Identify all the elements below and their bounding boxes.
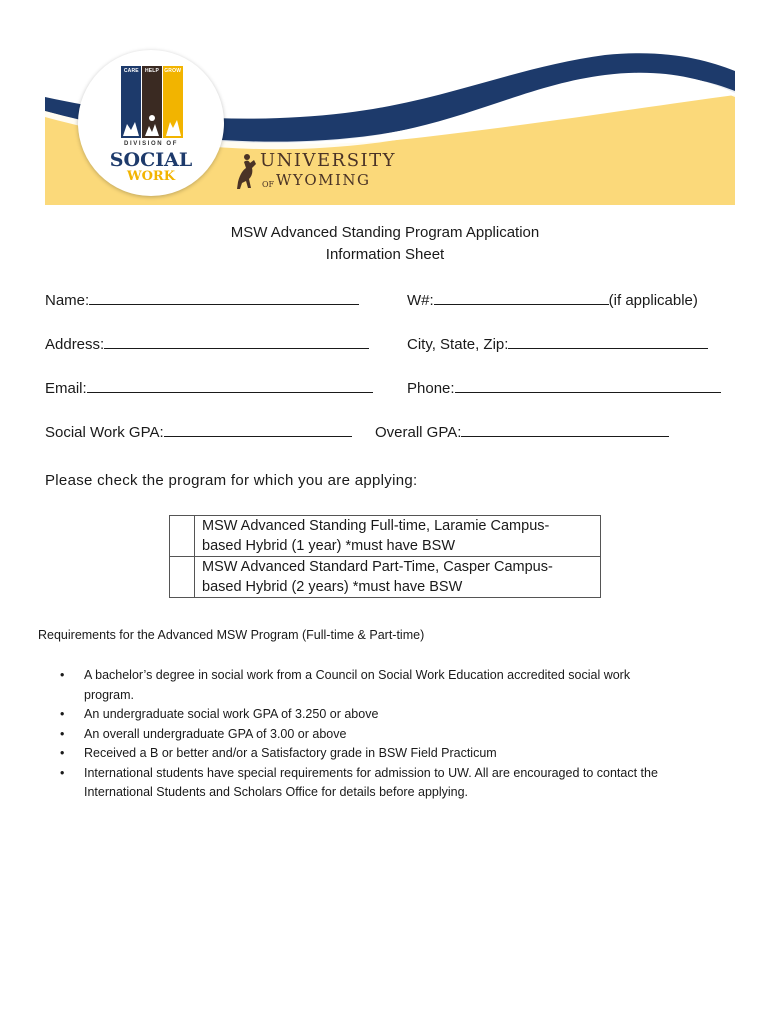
bullet-icon: • bbox=[60, 765, 65, 780]
overall-gpa-field[interactable] bbox=[375, 422, 669, 441]
program-row-full-time bbox=[170, 516, 601, 557]
program-checkbox-full-time[interactable] bbox=[170, 516, 195, 557]
email-label: Email: bbox=[45, 380, 87, 397]
requirement-item bbox=[60, 666, 740, 705]
w-number-label: W#: bbox=[407, 292, 434, 309]
program-part-time-line2: based Hybrid (2 years) *must have BSW bbox=[202, 579, 463, 595]
bullet-icon: • bbox=[60, 726, 65, 741]
program-description-full-time bbox=[195, 516, 601, 557]
requirement-text-line2: International Students and Scholars Office for details before applying. bbox=[84, 785, 469, 799]
overall-gpa-label: Overall GPA: bbox=[375, 424, 462, 441]
requirement-text-line1: A bachelor’s degree in social work from a Council on Social Work Education accredited social work bbox=[84, 668, 631, 682]
requirement-text-line2: program. bbox=[84, 687, 135, 702]
city-state-zip-label: City, State, Zip: bbox=[407, 336, 509, 353]
bullet-icon: • bbox=[60, 668, 65, 682]
requirements-list bbox=[60, 666, 740, 803]
phone-label: Phone: bbox=[407, 380, 455, 397]
logo-work-text: WORK bbox=[126, 169, 176, 184]
bucking-horse-icon bbox=[234, 152, 258, 190]
logo-tagline-help: HELP bbox=[144, 68, 160, 74]
care-help-grow-icon bbox=[121, 66, 183, 138]
w-number-input-line[interactable] bbox=[434, 290, 609, 305]
logo-tagline bbox=[121, 68, 183, 74]
name-field[interactable] bbox=[45, 290, 359, 309]
address-input-line[interactable] bbox=[104, 334, 369, 349]
program-description-part-time bbox=[195, 557, 601, 598]
w-number-note: (if applicable) bbox=[608, 292, 698, 309]
name-label: Name: bbox=[45, 292, 90, 309]
requirement-item bbox=[60, 705, 740, 725]
form-title: MSW Advanced Standing Program Application bbox=[230, 224, 540, 241]
logo-tagline-grow: GROW bbox=[164, 68, 182, 74]
requirement-item bbox=[60, 744, 740, 764]
program-full-time-line1: MSW Advanced Standing Full-time, Laramie Campus- bbox=[202, 518, 550, 534]
university-wordmark: UNIVERSITY bbox=[260, 150, 397, 171]
address-field[interactable] bbox=[45, 334, 369, 353]
logo-tagline-care: CARE bbox=[123, 68, 139, 74]
program-prompt: Please check the program for which you are applying: bbox=[45, 472, 418, 489]
requirement-item bbox=[60, 764, 740, 803]
requirement-text-line1: An undergraduate social work GPA of 3.250 or above bbox=[84, 707, 379, 721]
requirement-text-line1: Received a B or better and/or a Satisfactory grade in BSW Field Practicum bbox=[84, 746, 497, 760]
social-work-gpa-input-line[interactable] bbox=[164, 422, 352, 437]
logo-social-text: SOCIAL bbox=[109, 149, 193, 171]
phone-input-line[interactable] bbox=[455, 378, 721, 393]
bullet-icon: • bbox=[60, 707, 65, 721]
requirements-heading: Requirements for the Advanced MSW Program (Full-time & Part-time) bbox=[38, 628, 425, 642]
program-row-part-time bbox=[170, 557, 601, 598]
email-field[interactable] bbox=[45, 378, 373, 397]
program-full-time-line2: based Hybrid (1 year) *must have BSW bbox=[202, 538, 456, 554]
address-label: Address: bbox=[45, 336, 105, 353]
overall-gpa-input-line[interactable] bbox=[461, 422, 669, 437]
w-number-field[interactable] bbox=[407, 290, 698, 309]
city-state-zip-field[interactable] bbox=[407, 334, 708, 353]
form-subtitle: Information Sheet bbox=[325, 246, 445, 263]
requirement-text-line1: International students have special requirements for admission to UW. All are encouraged to contact the bbox=[84, 765, 658, 780]
city-state-zip-input-line[interactable] bbox=[508, 334, 708, 349]
social-work-gpa-field[interactable] bbox=[45, 422, 352, 441]
email-input-line[interactable] bbox=[87, 378, 373, 393]
logo-division-text: DIVISION OF bbox=[124, 141, 178, 147]
university-of-text: OF bbox=[262, 180, 275, 189]
program-part-time-line1: MSW Advanced Standard Part-Time, Casper Campus- bbox=[202, 559, 553, 575]
name-input-line[interactable] bbox=[89, 290, 359, 305]
program-table bbox=[169, 515, 601, 598]
social-work-gpa-label: Social Work GPA: bbox=[45, 424, 164, 441]
requirement-item bbox=[60, 725, 740, 745]
wyoming-wordmark: WYOMING bbox=[276, 171, 371, 189]
program-checkbox-part-time[interactable] bbox=[170, 557, 195, 598]
bullet-icon: • bbox=[60, 746, 65, 760]
phone-field[interactable] bbox=[407, 378, 721, 397]
requirement-text-line1: An overall undergraduate GPA of 3.00 or above bbox=[84, 726, 347, 741]
